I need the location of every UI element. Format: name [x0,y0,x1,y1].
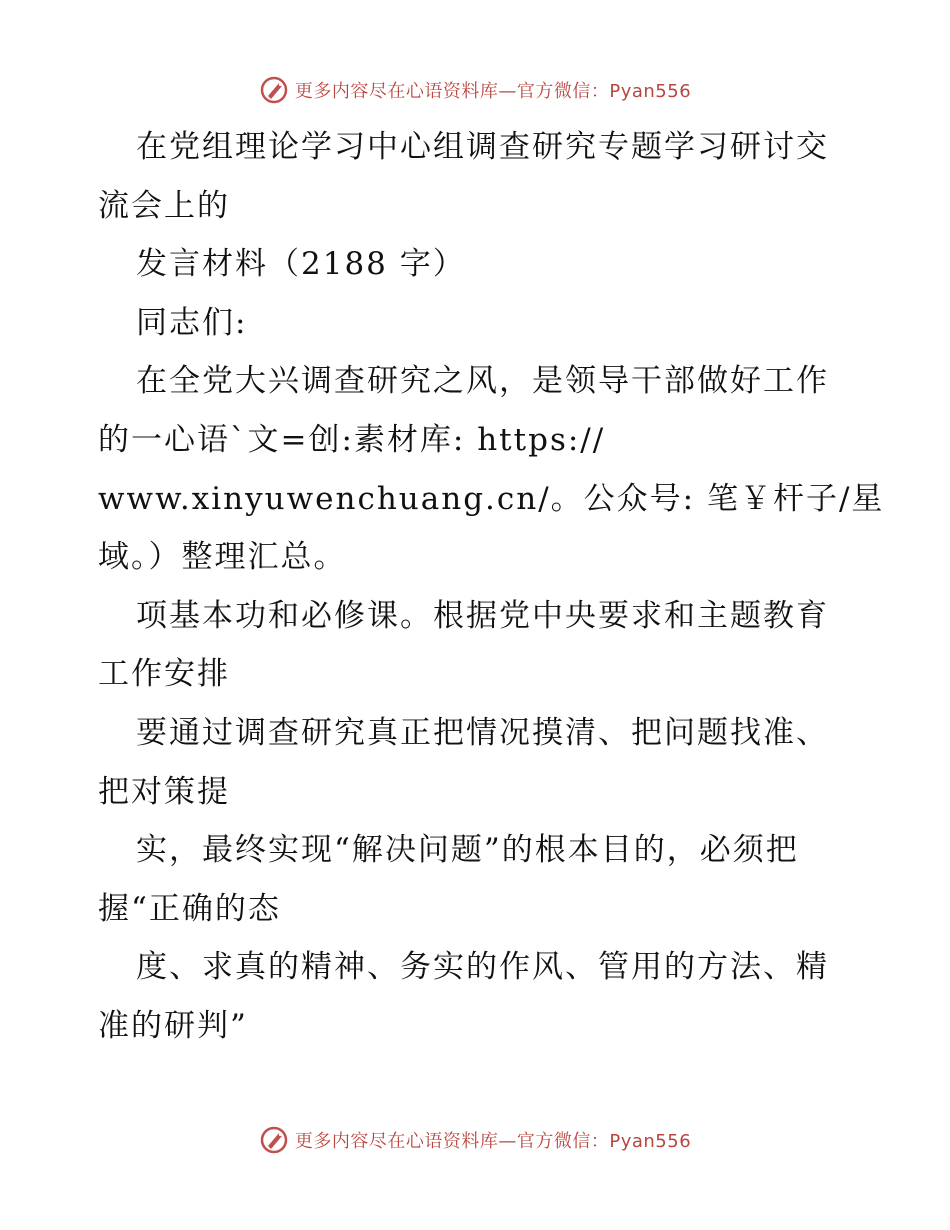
footer-banner-text: 更多内容尽在心语资料库—官方微信：Pyan556 [294,1131,692,1152]
title-line-2: 流会上的 [98,187,230,224]
paragraph-line: 工作安排 [98,656,230,693]
document-body [98,118,885,1056]
header-banner [0,70,950,110]
paragraph-line: 的一心语`文=创:素材库: https:// [98,421,606,458]
paragraph-line: 实，最终实现“解决问题”的根本目的，必须把 [136,832,799,869]
title-line-3: 发言材料（2188 字） [136,246,466,283]
header-banner-text: 更多内容尽在心语资料库—官方微信：Pyan556 [294,81,692,102]
paragraph-line: 度、求真的精神、务实的作风、管用的方法、精 [136,949,829,986]
paragraph-line: 在全党大兴调查研究之风，是领导干部做好工作 [136,363,829,400]
salutation: 同志们: [136,304,248,341]
paragraph-line: 把对策提 [98,773,230,810]
paragraph-line: 要通过调查研究真正把情况摸清、把问题找准、 [136,714,829,751]
paragraph-line: 握“正确的态 [98,890,281,927]
pen-nib-logo-icon [259,1125,289,1155]
paragraph-line: 域。）整理汇总。 [98,539,347,576]
title-line-1: 在党组理论学习中心组调查研究专题学习研讨交 [136,129,829,165]
paragraph-line: 项基本功和必修课。根据党中央要求和主题教育 [136,597,829,634]
paragraph-line: 准的研判” [98,1007,248,1044]
footer-banner [0,1120,950,1160]
paragraph-line: www.xinyuwenchuang.cn/。公众号: 笔￥杆子/星 [98,480,885,517]
pen-nib-logo-icon [259,75,289,105]
